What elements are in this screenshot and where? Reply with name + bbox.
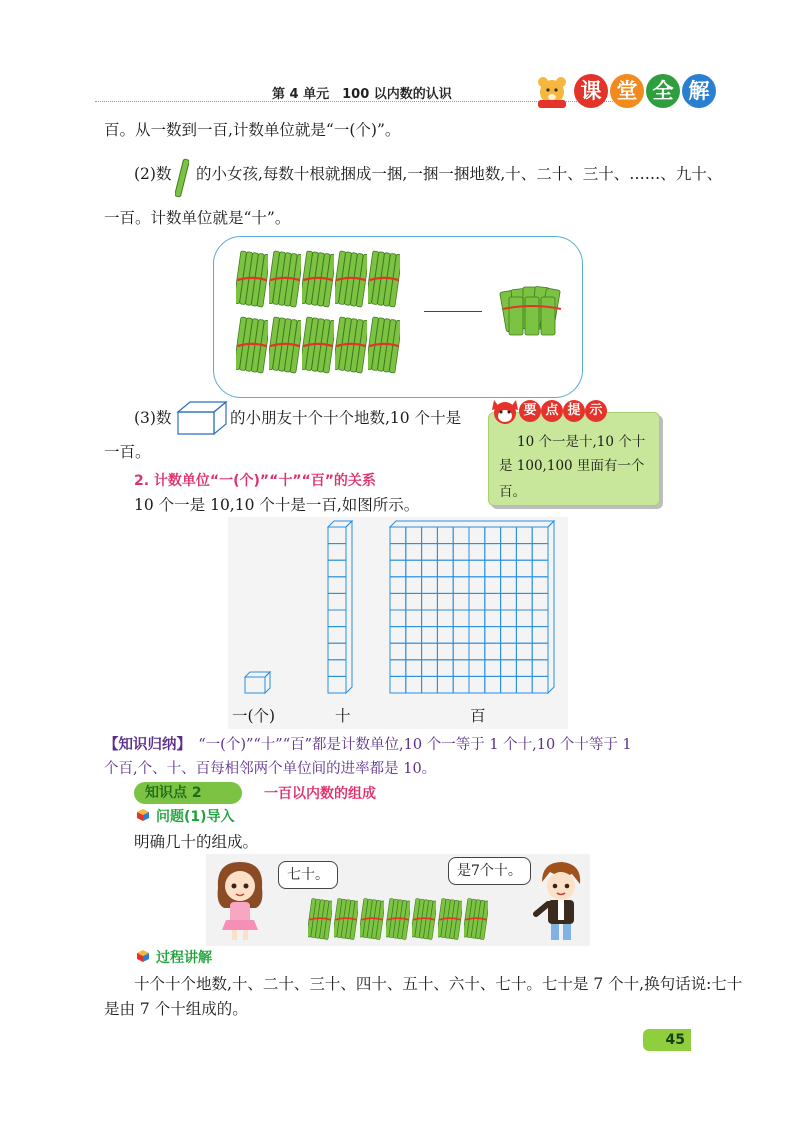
stick-bundle-icon (335, 315, 363, 365)
stick-bundle-icon (302, 249, 330, 299)
question-heading: 问题(1)导入 (156, 809, 235, 825)
cube-bullet-icon (136, 808, 150, 822)
stick-icon (175, 158, 189, 198)
cube-icon (176, 400, 228, 436)
tip-title-char: 点 (541, 400, 563, 422)
process-heading: 过程讲解 (156, 950, 212, 966)
tip-title-char: 要 (519, 400, 541, 422)
label-hundred: 百 (470, 707, 486, 725)
bear-mascot-icon (532, 74, 572, 108)
page-number: 45 (643, 1029, 691, 1051)
label-ten: 十 (335, 707, 351, 725)
stick-bundle-icon (334, 898, 358, 944)
girl-icon (212, 858, 268, 944)
paragraph-4-suffix: 的小朋友十个十个地数,10 个十是 (230, 409, 462, 427)
summary-text-1: “一(个)”“十”“百”都是计数单位,10 个一等于 1 个十,10 个十等于 1 (198, 737, 632, 753)
paragraph-2-suffix: 的小女孩,每数十根就捆成一捆,一捆一捆地数,十、二十、三十、……、九十、 (196, 165, 723, 183)
section-2-text: 10 个一是 10,10 个十是一百,如图所示。 (134, 496, 420, 514)
stick-bundle-icon (368, 315, 396, 365)
stick-bundle-icon (269, 249, 297, 299)
stick-bundle-icon (386, 898, 410, 944)
hundred-bundle-icon (499, 279, 567, 339)
bundles-illustration (213, 236, 583, 398)
boy-speech-bubble: 是7个十。 (448, 857, 531, 885)
fox-mascot-icon (490, 396, 520, 426)
brand-char-2: 堂 (610, 74, 644, 108)
paragraph-3: 一百。计数单位就是“十”。 (104, 209, 291, 227)
cube-bullet-icon (136, 949, 150, 963)
process-line-1: 十个十个地数,十、二十、三十、四十、五十、六十、七十。七十是 7 个十,换句话说:七十 (134, 975, 743, 993)
paragraph-1: 百。从一数到一百,计数单位就是“一(个)”。 (104, 121, 401, 139)
tip-line-1: 10 个一是十,10 个十 (517, 434, 646, 450)
brand-char-3: 全 (646, 74, 680, 108)
brand-logo (560, 72, 720, 106)
stick-bundle-icon (438, 898, 462, 944)
process-line-2: 是由 7 个十组成的。 (104, 1000, 248, 1018)
base-ten-blocks (228, 517, 568, 729)
knowledge-point-label: 知识点 2 (145, 785, 202, 801)
stick-bundle-icon (464, 898, 488, 944)
paragraph-4-prefix: (3)数 (134, 409, 172, 427)
summary-label: 【知识归纳】 (104, 737, 184, 753)
paragraph-2-prefix: (2)数 (134, 165, 172, 183)
girl-speech-bubble: 七十。 (278, 861, 338, 889)
tip-title-char: 示 (585, 400, 607, 422)
key-tip-box (488, 412, 660, 506)
brand-char-4: 解 (682, 74, 716, 108)
boy-icon (532, 858, 588, 944)
brand-char-1: 课 (574, 74, 608, 108)
stick-bundle-icon (236, 315, 264, 365)
stick-bundle-icon (335, 249, 363, 299)
tip-title-char: 提 (563, 400, 585, 422)
label-one: 一(个) (232, 707, 276, 725)
stick-bundle-icon (236, 249, 264, 299)
stick-bundle-icon (360, 898, 384, 944)
stick-bundle-icon (269, 315, 297, 365)
stick-bundle-icon (302, 315, 330, 365)
stick-bundle-icon (308, 898, 332, 944)
stick-bundle-icon (368, 249, 396, 299)
summary-line-2: 个百,个、十、百每相邻两个单位间的进率都是 10。 (104, 761, 437, 777)
summary-line-1 (104, 733, 632, 757)
stick-bundle-icon (412, 898, 436, 944)
arrow-line (424, 311, 482, 312)
paragraph-5: 一百。 (104, 443, 151, 461)
section-2-heading: 2. 计数单位“一(个)”“十”“百”的关系 (134, 473, 376, 489)
question-text: 明确几十的组成。 (134, 833, 259, 851)
chapter-title: 第 4 单元 100 以内数的认识 (272, 87, 452, 102)
knowledge-point-title: 一百以内数的组成 (264, 786, 376, 802)
tip-line-2: 是 100,100 里面有一个百。 (499, 458, 645, 500)
